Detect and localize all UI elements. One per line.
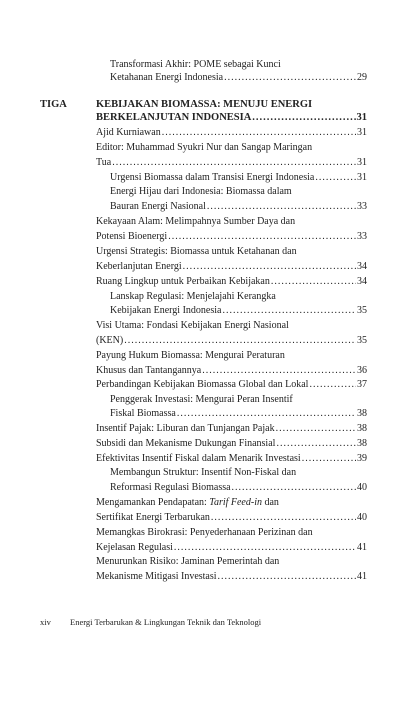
chapter-title: BERKELANJUTAN INDONESIA [96, 112, 252, 123]
toc-entry[interactable] [110, 172, 367, 184]
toc-entry[interactable] [110, 72, 367, 84]
toc-entry-title: Kebijakan Energi Indonesia [110, 305, 222, 316]
toc-entry-title: Fiskal Biomassa [110, 408, 176, 419]
toc-entry-title[interactable]: Memangkas Birokrasi: Penyederhanaan Perizinan dan [96, 527, 313, 538]
toc-page-number: 41 [357, 571, 367, 582]
dot-leader [232, 482, 356, 494]
dot-leader [302, 453, 356, 465]
toc-entry[interactable] [96, 365, 367, 377]
toc-page-number: 35 [357, 335, 367, 346]
toc-entry-title: Sertifikat Energi Terbarukan [96, 512, 210, 523]
toc-entry-title[interactable]: Transformasi Akhir: POME sebagai Kunci [110, 59, 281, 70]
toc-page-number: 38 [357, 423, 367, 434]
toc-entry[interactable] [96, 157, 367, 169]
toc-page-number: 37 [357, 379, 367, 390]
toc-entry-title: Insentif Pajak: Liburan dan Tunjangan Pajak [96, 423, 275, 434]
toc-page-number: 41 [357, 542, 367, 553]
dot-leader [252, 112, 355, 124]
toc-entry-title[interactable]: Payung Hukum Biomassa: Mengurai Peraturan [96, 350, 285, 361]
toc-entry-title[interactable]: Penggerak Investasi: Mengurai Peran Insentif [110, 394, 293, 405]
toc-entry[interactable] [96, 571, 367, 583]
toc-page-number: 34 [357, 276, 367, 287]
toc-entry-title: Subsidi dan Mekanisme Dukungan Finansial [96, 438, 276, 449]
toc-entry-title: Urgensi Biomassa dalam Transisi Energi Indonesia [110, 172, 315, 183]
toc-entry-title: Keberlanjutan Energi [96, 261, 182, 272]
toc-entry-title[interactable]: Energi Hijau dari Indonesia: Biomassa dalam [110, 186, 292, 197]
toc-entry-title: (KEN) [96, 335, 124, 346]
toc-page-number: 34 [357, 261, 367, 272]
toc-entry[interactable] [96, 276, 367, 288]
toc-page-number: 35 [357, 305, 367, 316]
dot-leader [124, 335, 356, 347]
dot-leader [177, 408, 356, 420]
toc-page-number: 31 [357, 172, 367, 183]
dot-leader [222, 305, 356, 317]
toc-entry[interactable] [96, 112, 367, 124]
toc-page-number: 36 [357, 365, 367, 376]
toc-page-number: 33 [357, 231, 367, 242]
title-part: Mengamankan Pendapatan: [96, 497, 210, 508]
author-name: Ajid Kurniawan [96, 127, 161, 138]
toc-page-number: 40 [357, 512, 367, 523]
toc-entry[interactable] [110, 201, 367, 213]
toc-page-number: 31 [357, 127, 367, 138]
toc-entry-title: Bauran Energi Nasional [110, 201, 206, 212]
toc-entry-title[interactable]: Kekayaan Alam: Melimpahnya Sumber Daya dan [96, 216, 296, 227]
toc-entry[interactable] [96, 453, 367, 465]
dot-leader [276, 438, 356, 450]
toc-page-number: 38 [357, 438, 367, 449]
title-part: dan [261, 497, 279, 508]
toc-page-number: 31 [357, 157, 367, 168]
toc-entry[interactable] [96, 231, 367, 243]
toc-entry-title: Potensi Bioenergi [96, 231, 168, 242]
toc-entry-title: Khusus dan Tantangannya [96, 365, 202, 376]
dot-leader [207, 201, 356, 213]
dot-leader [309, 379, 356, 391]
toc-entry-title: Kejelasan Regulasi [96, 542, 173, 553]
toc-page-number: 33 [357, 201, 367, 212]
toc-entry[interactable] [96, 512, 367, 524]
dot-leader [162, 127, 356, 139]
toc-entry-title: Ketahanan Energi Indonesia [110, 72, 224, 83]
dot-leader [218, 571, 356, 583]
dot-leader [112, 157, 356, 169]
toc-entry[interactable] [96, 261, 367, 273]
chapter-title[interactable]: KEBIJAKAN BIOMASSA: MENUJU ENERGI [96, 99, 313, 110]
toc-entry-title[interactable]: Visi Utama: Fondasi Kebijakan Energi Nasional [96, 320, 289, 331]
dot-leader [276, 423, 356, 435]
footer-page-number: xiv [40, 617, 51, 627]
toc-entry[interactable] [110, 408, 367, 420]
toc-entry-title[interactable]: Lanskap Regulasi: Menjelajahi Kerangka [110, 291, 276, 302]
toc-entry[interactable] [110, 305, 367, 317]
dot-leader [168, 231, 356, 243]
dot-leader [211, 512, 356, 524]
chapter-label: TIGA [40, 99, 67, 110]
dot-leader [271, 276, 356, 288]
editor-line[interactable]: Editor: Muhammad Syukri Nur dan Sangap Maringan [96, 142, 313, 153]
toc-entry-author[interactable] [96, 127, 367, 139]
toc-page-number: 38 [357, 408, 367, 419]
toc-page-number: 39 [357, 453, 367, 464]
dot-leader [174, 542, 356, 554]
dot-leader [183, 261, 356, 273]
editor-line: Tua [96, 157, 112, 168]
title-italic-part: Tarif Feed-in [209, 497, 262, 508]
toc-entry-title[interactable]: Urgensi Strategis: Biomassa untuk Ketahanan dan [96, 246, 297, 257]
toc-entry-title: Mekanisme Mitigasi Investasi [96, 571, 217, 582]
toc-entry-title: Reformasi Regulasi Biomassa [110, 482, 231, 493]
toc-entry[interactable] [96, 542, 367, 554]
toc-entry[interactable] [96, 423, 367, 435]
toc-page-number: 40 [357, 482, 367, 493]
toc-entry-title: Perbandingan Kebijakan Biomassa Global dan Lokal [96, 379, 309, 390]
footer-book-title: Energi Terbarukan & Lingkungan Teknik dan Teknologi [70, 617, 262, 627]
toc-page-number: 29 [357, 72, 367, 83]
toc-entry-title[interactable]: Membangun Struktur: Insentif Non-Fiskal dan [110, 467, 297, 478]
toc-entry-title: Efektivitas Insentif Fiskal dalam Menarik Investasi [96, 453, 301, 464]
toc-entry[interactable] [96, 335, 367, 347]
toc-page-number: 31 [356, 112, 367, 123]
toc-entry-title: Ruang Lingkup untuk Perbaikan Kebijakan [96, 276, 270, 287]
dot-leader [315, 172, 356, 184]
dot-leader [224, 72, 356, 84]
toc-entry[interactable] [96, 438, 367, 450]
toc-entry[interactable] [110, 482, 367, 494]
toc-entry[interactable] [96, 379, 367, 391]
toc-entry-title[interactable]: Menurunkan Risiko: Jaminan Pemerintah dan [96, 556, 280, 567]
toc-entry-title[interactable] [96, 497, 279, 509]
dot-leader [202, 365, 356, 377]
